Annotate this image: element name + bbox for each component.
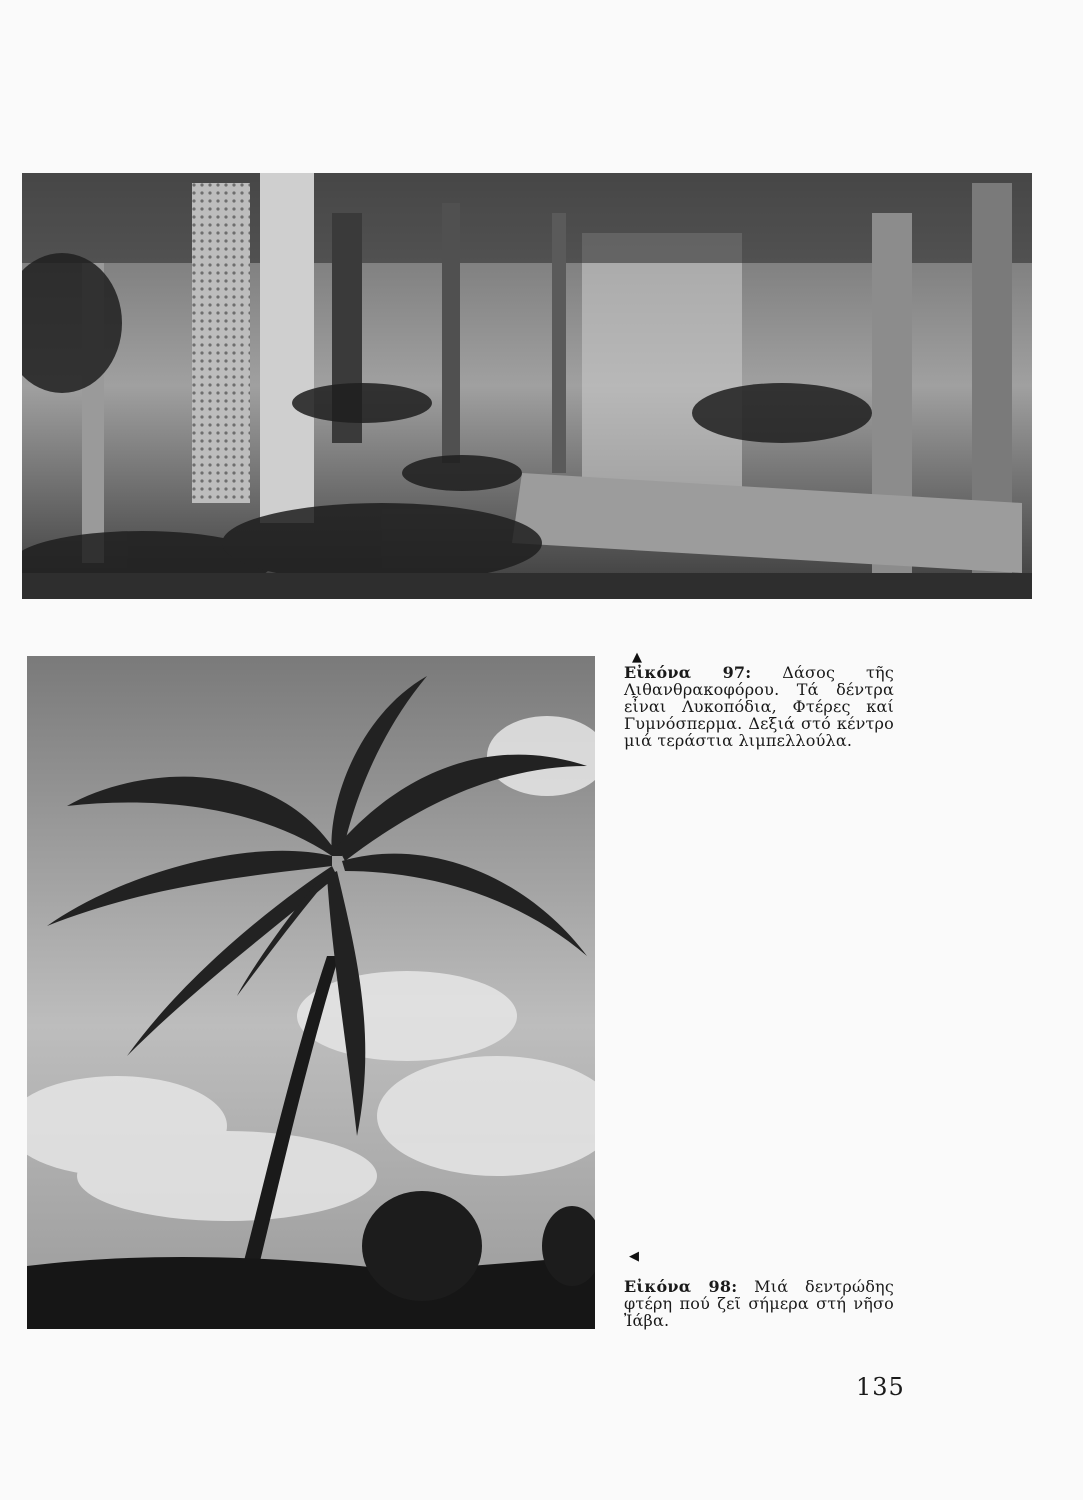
page-number: 135 [856,1373,905,1401]
figure-97-caption [624,664,894,749]
figure-98-label: Εἰκόνα 98: [624,1277,738,1296]
figure-98-tree-fern-photo [27,656,595,1329]
figure-98-text: Μιά δεντρώδης φτέρη πού ζεῖ σήμερα στή νῆσο Ἰάβα. [624,1277,894,1330]
left-arrow-icon: ◀ [629,1249,639,1264]
up-arrow-icon: ▲ [632,650,642,665]
figure-98-caption [624,1278,894,1329]
figure-97-text: Δάσος τῆς Λιθανθρακοφόρου. Τά δέντρα εἶναι Λυκοπόδια, Φτέρες καί Γυμνόσπερμα. Δεξιά στό κέντρο μιά τεράστια λιμπελλούλα. [624,663,894,750]
figure-97-label: Εἰκόνα 97: [624,663,752,682]
figure-97-forest-photo [22,173,1032,599]
